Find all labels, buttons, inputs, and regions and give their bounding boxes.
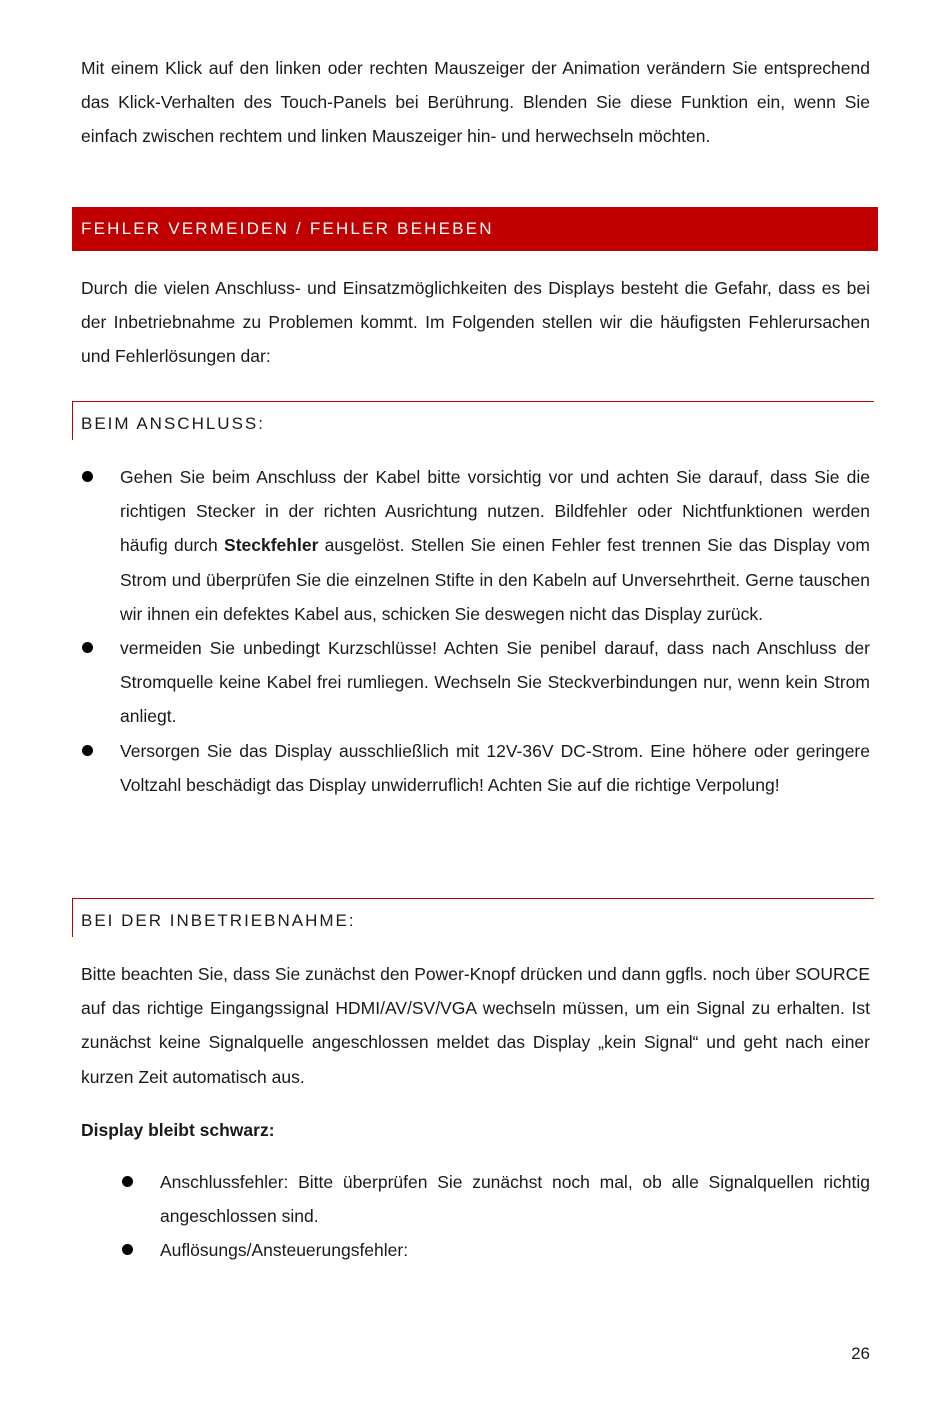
- display-schwarz-subheading: Display bleibt schwarz:: [81, 1120, 275, 1140]
- list-item-text: Anschlussfehler: Bitte überprüfen Sie zunächst noch mal, ob alle Signalquellen richtig angeschlossen sind.: [160, 1172, 870, 1227]
- bullet-dot-icon: [122, 1244, 133, 1255]
- bullet-dot-icon: [122, 1176, 133, 1187]
- list-item-text-after: ausgelöst. Stellen Sie einen Fehler fest trennen Sie das Display vom Strom und überprüfen Sie die einzelnen Stifte in den Kabeln auf Unversehrtheit. Gerne tauschen wir ihnen ein defektes Kabel aus, schicken Sie deswegen nicht das Display zurück.: [120, 535, 870, 624]
- intro-paragraph: Mit einem Klick auf den linken oder rechten Mauszeiger der Animation verändern Sie entsprechend das Klick-Verhalten des Touch-Panels bei Berührung. Blenden Sie diese Funktion ein, wenn Sie einfach zwischen rechtem und linken Mauszeiger hin- und herwechseln möchten.: [81, 58, 870, 147]
- inbetriebnahme-paragraph: Bitte beachten Sie, dass Sie zunächst den Power-Knopf drücken und dann ggfls. noch über SOURCE auf das richtige Eingangssignal HDMI/AV/SV/VGA wechseln müssen, um ein Signal zu erhalten. Ist zunächst keine Signalquelle angeschlossen meldet das Display „kein Signal“ und geht nach einer kurzen Zeit automatisch aus.: [81, 964, 870, 1087]
- list-item-text: Versorgen Sie das Display ausschließlich mit 12V-36V DC-Strom. Eine höhere oder geringere Voltzahl beschädigt das Display unwiderruflich! Achten Sie auf die richtige Verpolung!: [120, 740, 870, 795]
- list-item: [160, 1233, 870, 1267]
- list-item: [120, 631, 870, 734]
- list-item-text-before: Gehen Sie beim Anschluss der Kabel bitte vorsichtig vor und achten Sie darauf, dass Sie die richtigen Stecker in der richten Ausrichtung nutzen. Bildfehler oder Nichtfunktionen werden häufig durch: [120, 467, 870, 556]
- subheading-beim-anschluss-title: BEIM ANSCHLUSS:: [81, 414, 265, 433]
- page-number: 26: [851, 1344, 870, 1363]
- list-item-text-bold: Steckfehler: [224, 535, 319, 556]
- bullet-dot-icon: [82, 745, 93, 756]
- list-item: [120, 734, 870, 802]
- section-title-bar: [72, 207, 878, 251]
- bullet-dot-icon: [82, 471, 93, 482]
- display-schwarz-bullet-list: [160, 1165, 870, 1268]
- list-item: [160, 1165, 870, 1233]
- section-intro-paragraph: Durch die vielen Anschluss- und Einsatzmöglichkeiten des Displays besteht die Gefahr, dass es bei der Inbetriebnahme zu Problemen kommt. Im Folgenden stellen wir die häufigsten Fehlerursachen und Fehlerlösungen dar:: [81, 278, 870, 367]
- subheading-beim-anschluss: [72, 401, 874, 440]
- section-title: FEHLER VERMEIDEN / FEHLER BEHEBEN: [81, 219, 494, 238]
- list-item: [120, 460, 870, 631]
- subheading-bei-der-inbetriebnahme-title: BEI DER INBETRIEBNAHME:: [81, 911, 356, 930]
- subheading-bei-der-inbetriebnahme: [72, 898, 874, 937]
- bullet-dot-icon: [82, 642, 93, 653]
- anschluss-bullet-list: [120, 460, 870, 802]
- list-item-text: vermeiden Sie unbedingt Kurzschlüsse! Achten Sie penibel darauf, dass nach Anschluss der Stromquelle keine Kabel frei rumliegen. Wechseln Sie Steckverbindungen nur, wenn kein Strom anliegt.: [120, 638, 870, 727]
- list-item-text: Auflösungs/Ansteuerungsfehler:: [160, 1240, 409, 1261]
